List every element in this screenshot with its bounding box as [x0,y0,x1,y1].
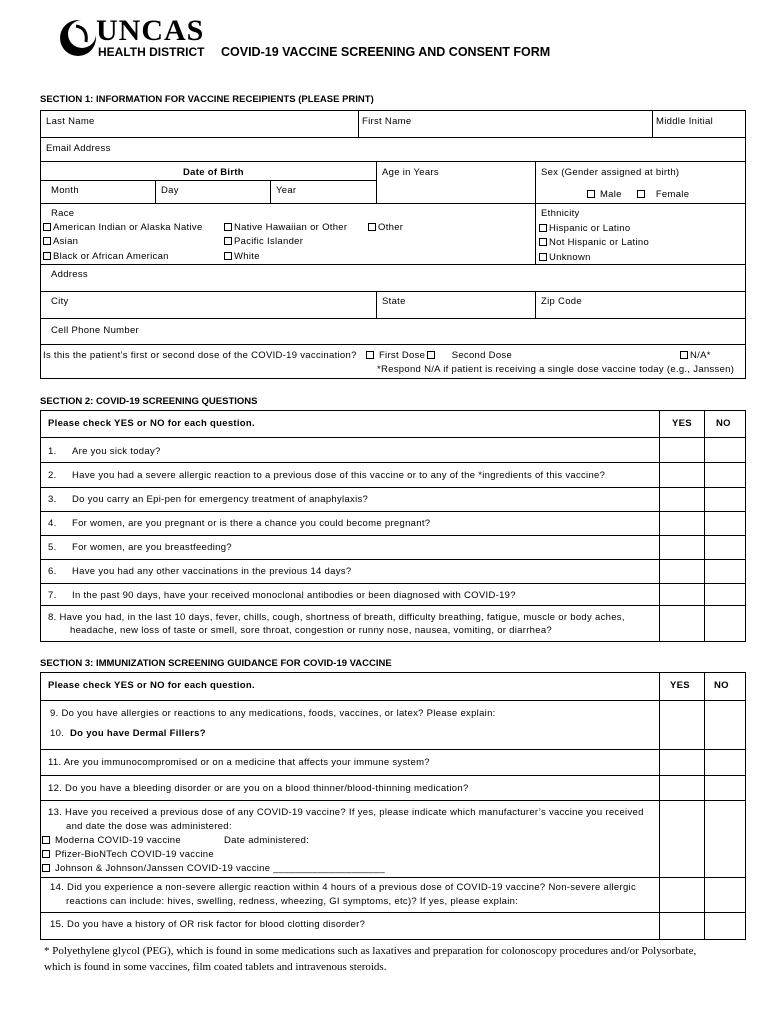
day-field[interactable]: Day [161,185,179,196]
question-12: 12. Do you have a bleeding disorder or are you on a blood thinner/blood-thinning medication? [48,783,469,794]
checkbox-icon[interactable] [224,237,232,245]
ethnicity-option[interactable] [539,252,591,263]
question-text: For women, are you breastfeeding? [72,542,232,553]
race-option-label: White [234,251,260,262]
question-15: 15. Do you have a history of OR risk factor for blood clotting disorder? [50,919,366,930]
checkbox-icon[interactable] [366,351,374,359]
question-text: For women, are you pregnant or is there a chance you could become pregnant? [72,518,431,529]
question-number: 7. [48,590,57,601]
jj-label: Johnson & Johnson/Janssen COVID-19 vaccine ____________________ [54,863,385,874]
no-header: NO [716,418,731,429]
checkbox-icon[interactable] [224,223,232,231]
question-number: 10. [50,728,65,739]
question-row [48,494,368,505]
female-label: Female [655,189,690,200]
city-field[interactable]: City [51,296,69,307]
checkbox-icon[interactable] [427,351,435,359]
question-text: 14. Did you experience a non-severe allergic reaction within 4 hours of a previous dose of COVID-19 vaccine? Non-severe allergic [50,882,636,893]
male-label: Male [599,189,622,200]
question-text: Have you had any other vaccinations in the previous 14 days? [72,566,352,577]
first-dose-label: First Dose [378,350,426,361]
page-title: COVID-19 VACCINE SCREENING AND CONSENT FORM [221,45,551,59]
no-header: NO [714,680,729,691]
section3-heading: SECTION 3: IMMUNIZATION SCREENING GUIDANCE FOR COVID-19 VACCINE [40,658,392,669]
question-text: Do you have Dermal Fillers? [70,728,206,739]
sex-label: Sex (Gender assigned at birth) [541,167,680,178]
race-option[interactable] [224,251,260,262]
ethnicity-option[interactable] [539,223,630,234]
checkbox-icon[interactable] [43,223,51,231]
question-text: Have you had a severe allergic reaction to a previous dose of this vaccine or to any of the *ingredients of this vaccine? [72,470,606,481]
checkbox-icon[interactable] [587,190,595,198]
race-option[interactable] [368,222,403,233]
state-field[interactable]: State [382,296,406,307]
section3-instruction: Please check YES or NO for each question. [48,680,255,691]
race-label: Race [51,208,75,219]
jj-checkbox[interactable] [42,863,385,874]
ethnicity-label: Ethnicity [541,208,580,219]
question-number: 2. [48,470,57,481]
race-option-label: Other [378,222,404,233]
question-text: In the past 90 days, have your received monoclonal antibodies or been diagnosed with COVID-19? [72,590,516,601]
na-checkbox[interactable] [680,350,711,361]
age-field[interactable]: Age in Years [382,167,439,178]
na-label: N/A* [690,350,711,361]
second-dose-label: Second Dose [451,350,513,361]
checkbox-icon[interactable] [368,223,376,231]
question-number: 1. [48,446,57,457]
ethnicity-option-label: Not Hispanic or Latino [549,237,650,248]
race-option-label: American Indian or Alaska Native [53,222,203,233]
first-name-field[interactable]: First Name [362,116,412,127]
checkbox-icon[interactable] [43,252,51,260]
question-9: 9. Do you have allergies or reactions to any medications, foods, vaccines, or latex? Please explain: [50,708,496,719]
race-option[interactable] [224,222,347,233]
checkbox-icon[interactable] [680,351,688,359]
question-10 [50,728,206,739]
first-dose-checkbox[interactable] [366,350,425,361]
logo-icon [58,18,98,58]
question-11: 11. Are you immunocompromised or on a medicine that affects your immune system? [48,757,430,768]
checkbox-icon[interactable] [637,190,645,198]
question-text: and date the dose was administered: [66,821,232,832]
section2-instruction: Please check YES or NO for each question. [48,418,255,429]
yes-header: YES [670,680,690,691]
pfizer-label: Pfizer-BioNTech COVID-19 vaccine [54,849,214,860]
question-13 [48,807,644,832]
second-dose-checkbox[interactable] [427,350,512,361]
question-14 [50,882,636,907]
question-number: 3. [48,494,57,505]
question-row [48,470,605,481]
logo-name: UNCAS [96,14,205,47]
ethnicity-option-label: Hispanic or Latino [549,223,631,234]
checkbox-icon[interactable] [42,850,50,858]
question-row [48,542,232,553]
question-text: reactions can include: hives, swelling, redness, wheezing, GI symptoms, etc)? If yes, please explain: [66,896,519,907]
checkbox-icon[interactable] [224,252,232,260]
checkbox-icon[interactable] [42,864,50,872]
question-text: headache, new loss of taste or smell, sore throat, congestion or runny nose, nausea, vomiting, or diarrhea? [70,625,553,636]
question-number: 4. [48,518,57,529]
question-row [48,566,351,577]
last-name-field[interactable]: Last Name [46,116,95,127]
logo [58,18,98,58]
question-number: 5. [48,542,57,553]
section1-heading: SECTION 1: INFORMATION FOR VACCINE RECEIPIENTS (PLEASE PRINT) [40,94,374,105]
question-text: Do you carry an Epi-pen for emergency treatment of anaphylaxis? [72,494,369,505]
checkbox-icon[interactable] [43,237,51,245]
race-option[interactable] [43,222,203,233]
yes-header: YES [672,418,692,429]
race-option[interactable] [43,236,78,247]
male-checkbox[interactable] [587,189,622,200]
question-row [48,590,516,601]
email-field[interactable]: Email Address [46,143,111,154]
dob-label: Date of Birth [183,167,244,178]
race-option-label: Asian [53,236,79,247]
logo-subtitle: HEALTH DISTRICT [98,45,205,59]
question-number: 6. [48,566,57,577]
question-text: 13. Have you received a previous dose of any COVID-19 vaccine? If yes, please indicate which manufacturer’s vaccine you received [48,807,644,818]
question-text: Are you sick today? [72,446,161,457]
question-row [48,518,430,529]
month-field[interactable]: Month [51,185,79,196]
female-checkbox[interactable] [637,189,689,200]
race-option-label: Pacific Islander [234,236,304,247]
na-note: *Respond N/A if patient is receiving a single dose vaccine today (e.g., Janssen) [377,364,735,375]
cell-phone-field[interactable]: Cell Phone Number [51,325,140,336]
race-option[interactable] [224,236,303,247]
checkbox-icon[interactable] [539,238,547,246]
year-field[interactable]: Year [276,185,297,196]
ethnicity-option[interactable] [539,237,649,248]
pfizer-checkbox[interactable] [42,849,214,860]
checkbox-icon[interactable] [539,253,547,261]
race-option-label: Black or African American [53,251,169,262]
ethnicity-option-label: Unknown [549,252,591,263]
question-row [48,446,161,457]
checkbox-icon[interactable] [42,836,50,844]
moderna-checkbox[interactable] [42,835,181,846]
footnote [44,943,696,975]
checkbox-icon[interactable] [539,224,547,232]
footnote-line: * Polyethylene glycol (PEG), which is found in some medications such as laxatives and preparation for colonoscopy procedures and/or Polysorbate, [44,945,697,957]
race-option-label: Native Hawaiian or Other [234,222,348,233]
question-8 [48,612,625,636]
moderna-label: Moderna COVID-19 vaccine [54,835,181,846]
zip-field[interactable]: Zip Code [541,296,582,307]
date-administered-field[interactable]: Date administered: [224,835,310,846]
question-text: 8. Have you had, in the last 10 days, fever, chills, cough, shortness of breath, difficulty breathing, fatigue, muscle or body aches, [48,612,625,623]
middle-initial-field[interactable]: Middle Initial [656,116,714,127]
race-option[interactable] [43,251,169,262]
address-field[interactable]: Address [51,269,88,280]
footnote-line: which is found in some vaccines, film coated tablets and intravenous steroids. [44,961,387,973]
dose-question: Is this the patient’s first or second dose of the COVID-19 vaccination? [43,350,357,361]
section2-heading: SECTION 2: COVID-19 SCREENING QUESTIONS [40,396,258,407]
